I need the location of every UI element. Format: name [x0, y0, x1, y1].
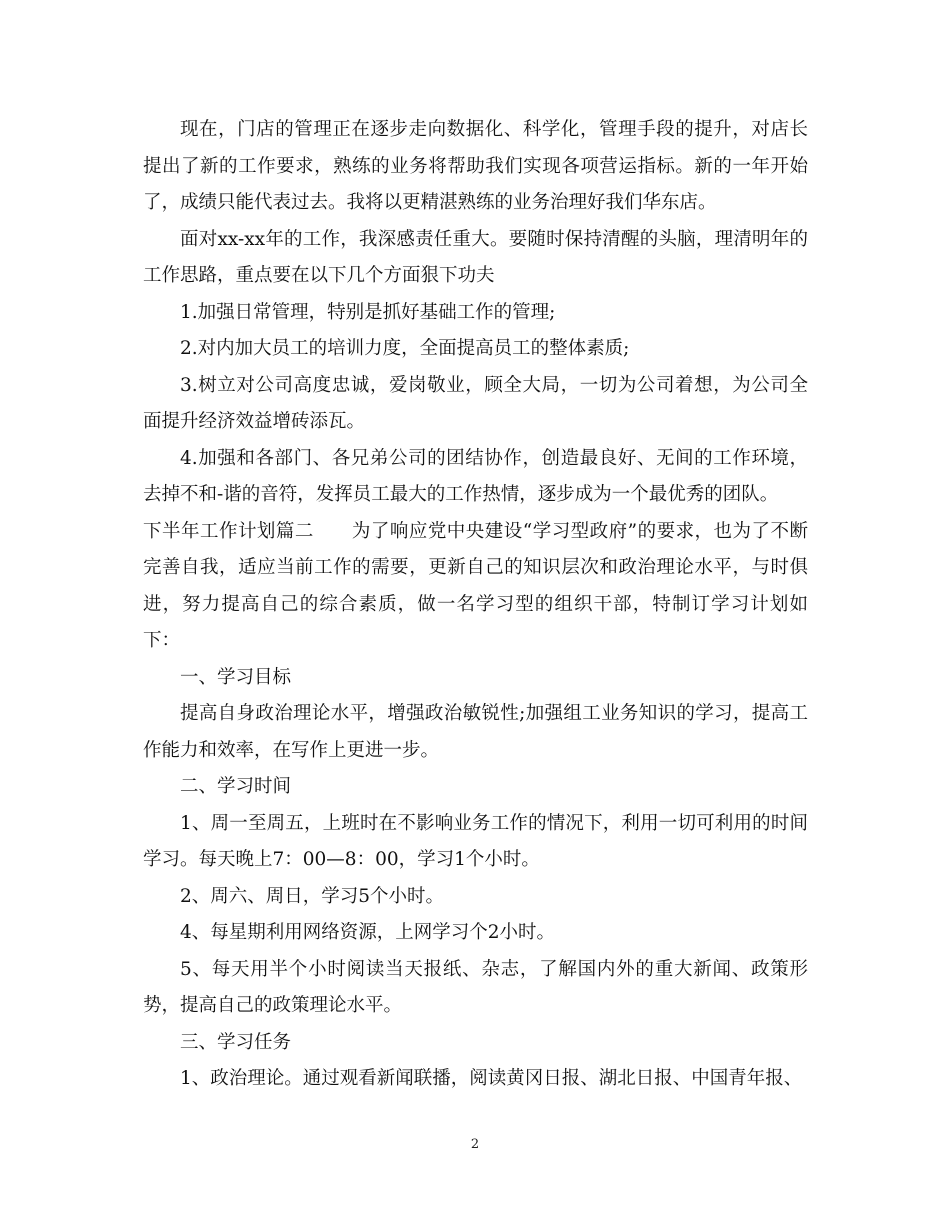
- paragraph-item-4: 4.加强和各部门、各兄弟公司的团结协作，创造最良好、无间的工作环境，去掉不和-谐的音符，发挥员工最大的工作热情，逐步成为一个最优秀的团队。: [143, 447, 808, 505]
- paragraph-work-plan-intro: 面对xx-xx年的工作，我深感责任重大。要随时保持清醒的头脑，理清明年的工作思路，重点要在以下几个方面狠下功夫: [143, 228, 808, 286]
- paragraph-time-4: 4、每星期利用网络资源，上网学习个2小时。: [180, 922, 556, 943]
- paragraph-intro: 现在，门店的管理正在逐步走向数据化、科学化，管理手段的提升，对店长提出了新的工作要求，熟练的业务将帮助我们实现各项营运指标。新的一年开始了，成绩只能代表过去。我将以更精湛熟练的业务治理好我们华东店。: [143, 119, 808, 213]
- paragraph-item-3: 3.树立对公司高度忠诚，爱岗敬业，顾全大局，一切为公司着想，为公司全面提升经济效益增砖添瓦。: [143, 374, 808, 432]
- paragraph-time-5: 5、每天用半个小时阅读当天报纸、杂志，了解国内外的重大新闻、政策形势，提高自己的政策理论水平。: [143, 958, 808, 1016]
- paragraph-section-two: 下半年工作计划篇二 为了响应党中央建设“学习型政府”的要求，也为了不断完善自我，适应当前工作的需要，更新自己的知识层次和政治理论水平，与时俱进，努力提高自己的综合素质，做一名学习型的组织干部，特制订学习计划如下：: [143, 520, 808, 651]
- heading-learning-tasks: 三、学习任务: [180, 1031, 292, 1053]
- paragraph-time-2: 2、周六、周日，学习5个小时。: [180, 885, 445, 907]
- paragraph-time-1: 1、周一至周五，上班时在不影响业务工作的情况下，利用一切可利用的时间学习。每天晚上7：00—8：00，学习1个小时。: [143, 812, 808, 870]
- paragraph-task-1: 1、政治理论。通过观看新闻联播，阅读黄冈日报、湖北日报、中国青年报、: [180, 1068, 803, 1089]
- paragraph-learning-goals: 提高自身政治理论水平，增强政治敏锐性;加强组工业务知识的学习，提高工作能力和效率，在写作上更进一步。: [143, 703, 808, 761]
- paragraph-item-2: 2.对内加大员工的培训力度，全面提高员工的整体素质;: [180, 338, 630, 359]
- document-body: [143, 112, 808, 1098]
- heading-learning-time: 二、学习时间: [180, 776, 292, 797]
- heading-learning-goals: 一、学习目标: [180, 666, 292, 688]
- page-number: 2: [470, 1137, 480, 1152]
- paragraph-item-1: 1.加强日常管理，特别是抓好基础工作的管理;: [180, 301, 556, 323]
